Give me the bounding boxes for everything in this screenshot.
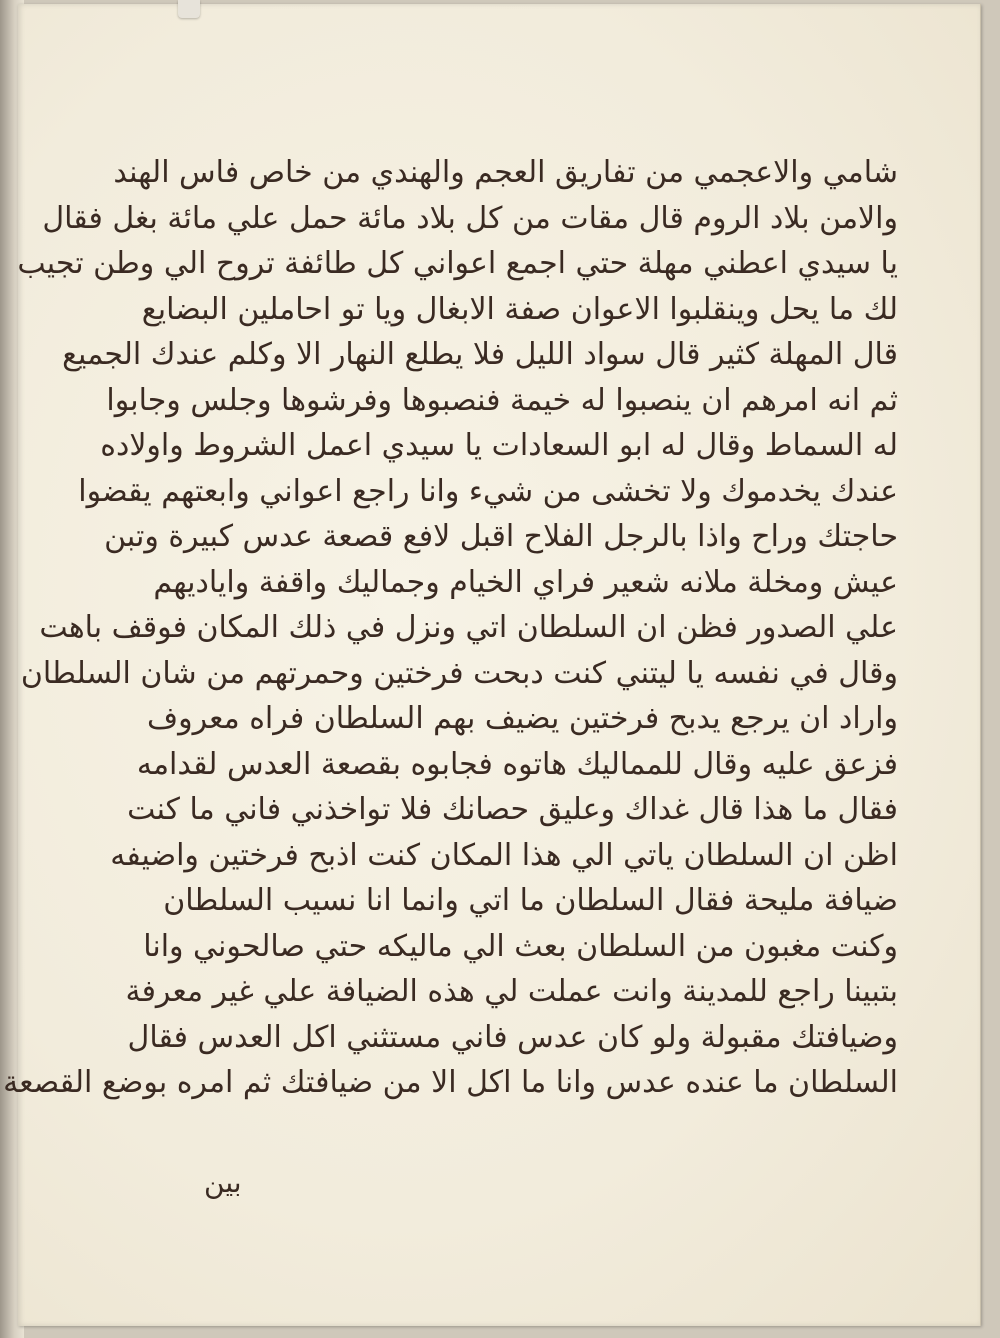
text-line: عندك يخدموك ولا تخشى من شيء وانا راجع اعواني وابعتهم يقضوا [78,473,898,509]
text-line: لك ما يحل وينقلبوا الاعوان صفة الابغال ويا تو احاملين البضايع [141,291,898,327]
text-line: وكنت مغبون من السلطان بعث الي ماليكه حتي صالحوني وانا [143,928,898,964]
text-line: بتبينا راجع للمدينة وانت عملت لي هذه الضيافة علي غير معرفة [125,974,898,1009]
text-line: واراد ان يرجع يدبح فرختين يضيف بهم السلطان فراه معروف [147,701,898,736]
manuscript-page [3,4,981,1326]
text-line: يا سيدي اعطني مهلة حتي اجمع اعواني كل طائفة تروح الي وطن تجيب [17,246,898,281]
text-line: السلطان ما عنده عدس وانا ما اكل الا من ضيافتك ثم امره بوضع القصعة [3,1065,898,1100]
text-line: قال المهلة كثير قال سواد الليل فلا يطلع النهار الا وكلم عندك الجميع [62,337,898,372]
text-line: وقال في نفسه يا ليتني كنت دبحت فرختين وحمرتهم من شان السلطان [20,655,898,691]
scan-clip [178,0,200,18]
text-line: شامي والاعجمي من تفاريق العجم والهندي من خاص فاس الهند [113,155,898,190]
text-line: اظن ان السلطان ياتي الي هذا المكان كنت اذبح فرختين واضيفه [110,837,898,873]
text-line: فزعق عليه وقال للمماليك هاتوه فجابوه بقصعة العدس لقدامه [136,746,898,782]
text-line: عيش ومخلة ملانه شعير فراي الخيام وجماليك واقفة واياديهم [153,564,898,600]
text-line: حاجتك وراح واذا بالرجل الفلاح اقبل لافع قصعة عدس كبيرة وتبن [104,519,898,554]
text-line: له السماط وقال له ابو السعادات يا سيدي اعمل الشروط واولاده [100,428,898,463]
text-line: علي الصدور فظن ان السلطان اتي ونزل في ذلك المكان فوقف باهت [39,610,898,645]
text-line: فقال ما هذا قال غداك وعليق حصانك فلا تواخذني فاني ما كنت [127,792,898,827]
text-line: ثم انه امرهم ان ينصبوا له خيمة فنصبوها وفرشوها وجلس وجابوا [106,382,898,418]
arabic-text-block [3,150,898,1106]
catchword: بين [204,1166,242,1199]
text-line: والامن بلاد الروم قال مقات من كل بلاد مائة حمل علي مائة بغل فقال [42,200,898,236]
text-line: وضيافتك مقبولة ولو كان عدس فاني مستثني اكل العدس فقال [127,1019,898,1055]
text-line: ضيافة مليحة فقال السلطان ما اتي وانما انا نسيب السلطان [163,883,898,918]
